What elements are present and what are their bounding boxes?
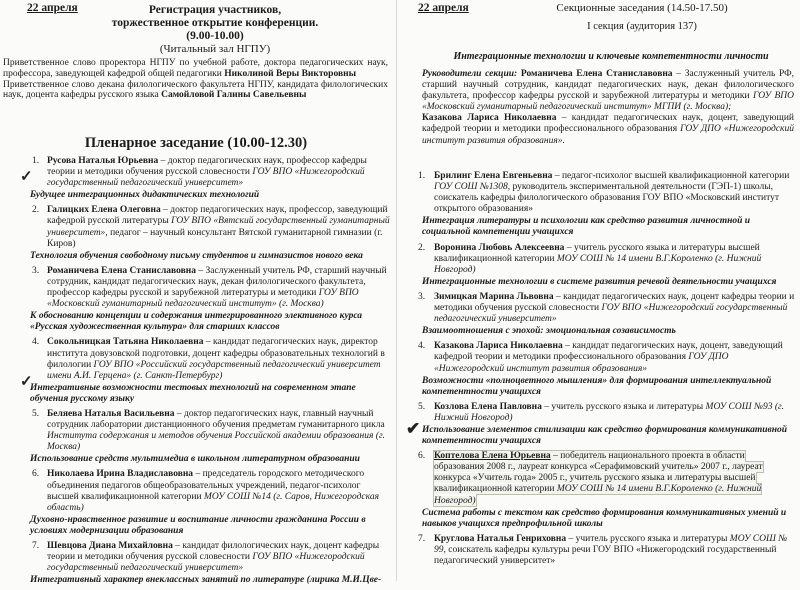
speaker-org: ГОУ ВПО «Российский государственный педагогический университет имени А.И. Герцена» (г. Санкт-Петербург): [47, 359, 381, 381]
list-item: [404, 534, 796, 567]
chair-1-desc: – Заслуженный учитель РФ, старший научный сотрудник, кандидат педагогических наук, декан филологического факультета, профессор кафедры русской и зарубежной литературы и методики: [422, 69, 794, 102]
talk-topic: Технология обучения свободному письму студентов и гимназистов нового века: [30, 250, 363, 261]
list-item: [0, 266, 392, 334]
highlighted-entry: [434, 451, 763, 505]
greeting-1-text: Приветственное слово проректора НГПУ по учебной работе, доктора педагогических наук, профессора, заведующей кафедрой общей педагогики: [3, 58, 388, 79]
list-item: [404, 402, 796, 447]
list-item: [404, 451, 796, 530]
speaker-name: Сокольницкая Татьяна Николаевна: [47, 337, 204, 348]
plenary-title: Пленарное заседание (10.00-12.30): [84, 135, 308, 151]
speaker-desc: – доктор педагогических наук, профессор, заведующий кафедрой русской литературы: [47, 205, 388, 227]
talk-topic: Интегративный характер внеклассных занятий по литературе (лирика М.И.Цве-: [30, 575, 382, 586]
greeting-2-name: Самойловой Галины Савельевны: [161, 90, 307, 101]
list-item: [404, 171, 796, 239]
chair-1-name: Романичева Елена Станиславовна: [520, 69, 673, 79]
talk-topic: К обоснованию концепции и содержания интегрированного элективного курса «Русская художественная культура» для старших классов: [30, 311, 363, 333]
talk-topic: Духовно-нравственное развитие и воспитание личности гражданина России в условиях модернизации образования: [30, 514, 366, 536]
speaker-desc: – учитель русского языка и литературы: [541, 401, 706, 412]
speaker-name: Беляева Наталья Васильевна: [47, 408, 175, 419]
speaker-desc: – Заслуженный учитель РФ, старший научный сотрудник, кандидат педагогических наук, декан филологического факультета, профессор кафедры русской и зарубежной литературы и методики: [47, 265, 387, 299]
speaker-org: ГОУ СОШ №1308: [434, 182, 508, 193]
speaker-org: ГОУ ДПО «Нижегородский институт развития образования»: [434, 352, 729, 374]
list-item: [0, 205, 392, 261]
item-number: 6.: [418, 451, 426, 462]
list-item: [0, 469, 392, 537]
speaker-name: Галицких Елена Олеговна: [47, 205, 161, 216]
check-mark-icon: ✓: [20, 374, 33, 390]
talk-topic: Использование элементов стилизации как средство формирования коммуникативной компетентности учащихся: [422, 424, 788, 447]
speaker-name: Козлова Елена Павловна: [434, 401, 542, 412]
speaker-desc: – доктор педагогических наук, главный научный сотрудник лаборатории дистанционного обучения предметам гуманитарного цикла: [47, 408, 385, 431]
speaker-org: МОУ СОШ № 14 имени В.Г.Короленко (г. Нижний Новгород): [434, 484, 762, 506]
speaker-org: МОУ СОШ №93 (г. Нижний Новгород): [434, 401, 784, 423]
list-item: [0, 409, 392, 465]
speaker-tail: , педагог – научный консультант Вятской гуманитарной гимназии (г. Киров): [47, 227, 383, 249]
item-number: 1.: [32, 156, 40, 166]
speaker-name: Круглова Наталья Генриховна: [434, 533, 567, 544]
greeting-1: [3, 58, 388, 80]
talk-topic: Интегративные возможности тестовых технологий на современном этапе обучения русскому языку: [30, 382, 356, 404]
speaker-desc: – кандидат педагогических наук, доцент, заведующий кафедрой теории и методики профессионального образования: [434, 341, 783, 363]
speaker-org: ГОУ ВПО «Вятский государственный гуманитарный университет»: [47, 216, 390, 238]
speaker-desc: – доктор педагогических наук, профессор кафедры теории и методики обучения русской словесности: [47, 156, 367, 178]
talk-topic: Взаимоотношения с эпохой: эмоциональная созависимость: [422, 326, 676, 337]
talk-topic: Система работы с текстом как средство формирования коммуникативных умений и навыков учащихся предпрофильной школы: [422, 507, 787, 529]
list-item: [404, 341, 796, 397]
talk-topic: Интеграция литературы и психологии как средство развития личностной и социальной компетенции учащихся: [422, 216, 751, 238]
item-number: 6.: [32, 469, 40, 480]
greeting-2-text: Приветственное слово декана филологического факультета НГПУ, кандидата филологических наук, доцента кафедры русского языка: [3, 79, 388, 101]
list-item: [0, 541, 392, 586]
talk-topic: Будущее интеграционных дидактических технологий: [30, 190, 260, 201]
item-number: 2.: [418, 242, 426, 253]
chair-2-name: Казакова Лариса Николаевна: [422, 113, 557, 124]
item-number: 3.: [418, 291, 426, 302]
speaker-org: ГОУ ВПО «Московский гуманитарный педагогический институт» (г. Москва): [47, 288, 359, 310]
speaker-name: Николаева Ирина Владиславовна: [47, 469, 194, 480]
speaker-desc: – председатель городского методического объединения педагогов общеобразовательных учреждений, педагог-психолог высшей квалификационной категории: [47, 469, 365, 502]
section-number: I секция (аудитория 137): [587, 21, 697, 32]
speaker-name: Шевцова Диана Михайловна: [47, 541, 173, 551]
section-direction: Интеграционные технологии и ключевые компетентности личности: [453, 51, 769, 62]
item-number: 4.: [418, 341, 426, 352]
left-date: 22 апреля: [27, 2, 78, 14]
check-mark-icon: ✓: [20, 169, 33, 185]
list-item: [0, 337, 392, 405]
speaker-org: ГОУ ВПО «Нижегородский государственный педагогический университет»: [47, 552, 365, 574]
item-number: 3.: [32, 265, 40, 276]
speaker-org: МОУ СОШ №14 (г. Саров, Нижегородская область): [47, 491, 380, 513]
speaker-desc: – кандидат педагогических наук, директор института довузовской подготовки, доцент кафедры образовательных технологий в филологии: [47, 337, 385, 370]
greeting-1-name: Николиной Веры Викторовны: [224, 68, 356, 79]
item-number: 7.: [418, 533, 426, 544]
speaker-name: Брилинг Елена Евгеньевна: [434, 171, 553, 181]
talk-topic: Использование средств мультимедиа в школьном литературном образовании: [30, 454, 360, 465]
speaker-org: МОУ СОШ № 14 имени В.Г.Короленко (г. Нижний Новгород): [434, 253, 762, 275]
speaker-org: МОУ СОШ № 99: [434, 533, 788, 555]
list-item: [404, 243, 796, 288]
chair-2-org: ГОУ ДПО «Нижегородский институт развития образования».: [422, 124, 794, 146]
section-session-title: Секционные заседания (14.50-17.50): [556, 2, 728, 14]
tick-mark-icon: ✔: [406, 419, 421, 438]
talk-topic: Возможности «полноцветного мышления» для формирования интеллектуальной компетентности учащихся: [422, 375, 772, 397]
speaker-org: ГОУ ВПО «Нижегородский государственный педагогический университет»: [434, 303, 788, 325]
speaker-tail: , руководитель экспериментальной деятельности (ГЭП-1) школы, соискатель кафедры филологического образования ГОУ ВПО «Московский институт открытого образования»: [434, 182, 779, 215]
greeting-2: [3, 80, 388, 102]
talk-topic: Интеграционные технологии в системе развития речевой деятельности учащихся: [422, 276, 777, 287]
list-item: [0, 156, 392, 201]
chairs-label: Руководители секции:: [422, 69, 521, 79]
speaker-desc: – учитель русского языка и литературы: [566, 533, 730, 544]
item-number: 1.: [418, 171, 426, 181]
speaker-name: Русова Наталья Юрьевна: [47, 156, 159, 166]
opening-session-hall: (Читальный зал НГПУ): [159, 43, 271, 55]
opening-session-text: Регистрация участников, торжественное открытие конференции. (9.00-10.00): [111, 4, 319, 42]
section-list: [404, 171, 796, 571]
speaker-name: Казакова Лариса Николаевна: [434, 341, 563, 352]
speaker-org: Института содержания и методов обучения Российской академии образования (г. Москва): [47, 431, 385, 453]
speaker-name: Воронина Любовь Алексеевна: [434, 242, 565, 253]
item-number: 7.: [32, 541, 40, 551]
section-chairs: [422, 69, 794, 147]
page-fold: [396, 0, 397, 581]
speaker-desc: – кандидат филологических наук, доцент кафедры теории и методики обучения русской словесности: [47, 541, 380, 563]
speaker-name: Зимицкая Марина Львовна: [434, 291, 554, 302]
speaker-desc: – учитель русского языка и литературы высшей квалификационной категории: [434, 242, 760, 264]
speaker-tail: , соискатель кафедры культуры речи ГОУ ВПО «Нижегородский государственный педагогический университет»: [434, 544, 777, 566]
list-item: [404, 292, 796, 337]
item-number: 5.: [32, 408, 40, 419]
speaker-name: Коптелова Елена Юрьевна: [434, 451, 551, 462]
speaker-org: ГОУ ВПО «Нижегородский государственный педагогический университет»: [47, 167, 365, 189]
speaker-name: Романичева Елена Станиславовна: [47, 265, 196, 276]
chair-1-org: ГОУ ВПО «Московский гуманитарный педагогический институт» МГПИ (г. Москва);: [422, 91, 794, 113]
chair-2-desc: – кандидат педагогических наук, доцент, заведующий кафедрой теории и методики профессионального образования: [422, 113, 794, 135]
opening-session-title: [110, 4, 320, 56]
item-number: 4.: [32, 337, 40, 348]
speaker-desc: – педагог-психолог высшей квалификационной категории: [552, 171, 790, 181]
speaker-desc: – кандидат педагогических наук, доцент кафедры теории и методики обучения русской словесности: [434, 291, 795, 314]
plenary-list: [0, 156, 392, 590]
item-number: 5.: [418, 401, 426, 412]
item-number: 2.: [32, 205, 40, 216]
right-date: 22 апреля: [418, 2, 469, 14]
speaker-desc: – победитель национального проекта в области образования 2008 г., лауреат конкурса «Серафимовский учитель» 2007 г., лауреат конкурса «Учитель года» 2005 г., учитель русского языка и литературы высшей квалификационной категории: [434, 451, 763, 495]
greetings: [3, 58, 388, 101]
